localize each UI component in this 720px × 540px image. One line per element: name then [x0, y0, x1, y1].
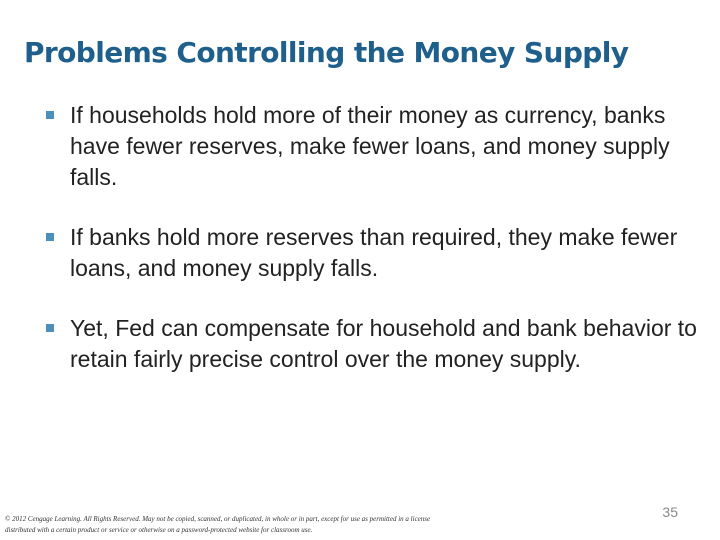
bullet-list — [46, 100, 706, 404]
slide-title: Problems Controlling the Money Supply — [24, 36, 629, 69]
square-bullet-icon — [46, 324, 54, 332]
bullet-text: If banks hold more reserves than required, they make fewer loans, and money supply falls. — [70, 224, 678, 281]
square-bullet-icon — [46, 233, 54, 241]
slide-number: 35 — [662, 504, 678, 520]
bullet-item — [46, 313, 706, 375]
bullet-item — [46, 222, 706, 284]
square-bullet-icon — [46, 111, 54, 119]
bullet-item — [46, 100, 706, 193]
bullet-text: If households hold more of their money as currency, banks have fewer reserves, make fewer loans, and money supply falls. — [70, 102, 670, 190]
bullet-text: Yet, Fed can compensate for household and bank behavior to retain fairly precise control over the money supply. — [70, 315, 697, 372]
copyright-footer: © 2012 Cengage Learning. All Rights Reserved. May not be copied, scanned, or duplicated, in whole or in part, except for use as permitted in a license distributed with a certain product or service or otherwise on a password-protected website for classroom use. — [5, 515, 431, 534]
